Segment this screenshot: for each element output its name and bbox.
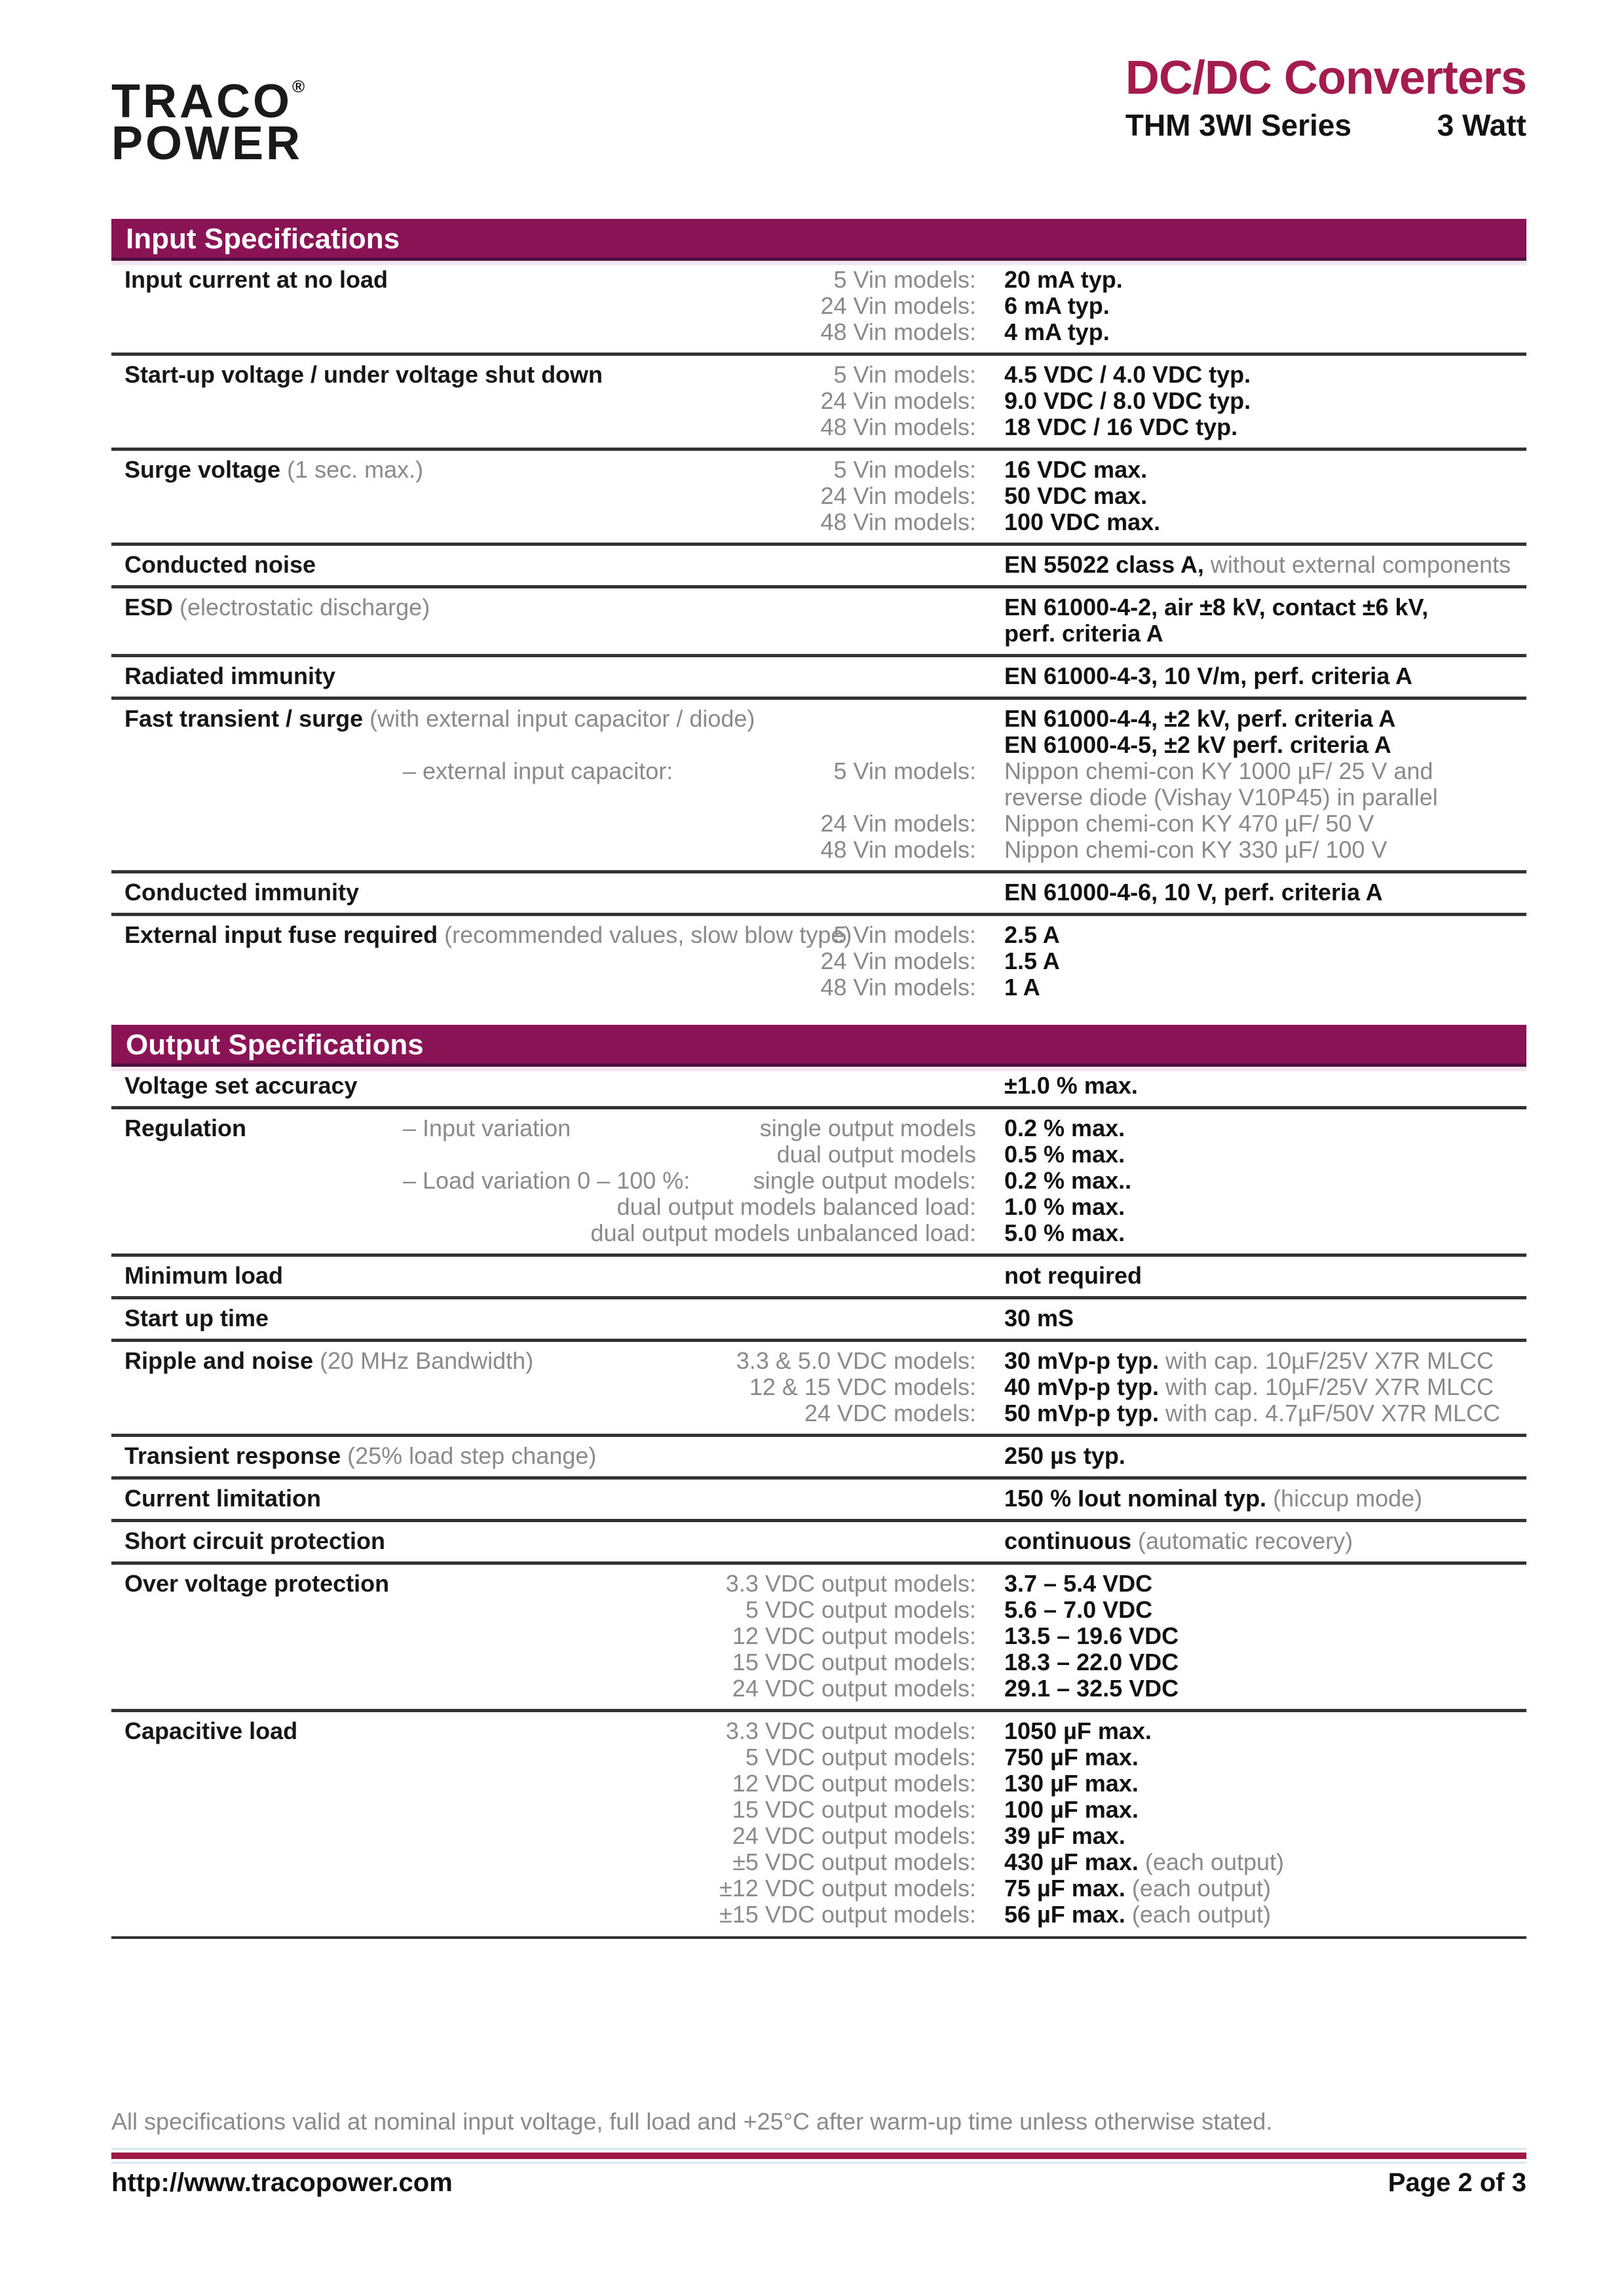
value-note: Nippon chemi-con KY 330 µF/ 100 V	[1004, 836, 1388, 863]
spec-row	[111, 1299, 1526, 1339]
model-label: 5 VDC output models:	[745, 1596, 976, 1623]
value-main: ±1.0 % max.	[1004, 1072, 1138, 1099]
spec-line	[111, 509, 1526, 535]
value-main: perf. criteria A	[1004, 620, 1163, 647]
spec-line	[111, 267, 1526, 293]
value-main: EN 61000-4-5, ±2 kV perf. criteria A	[1004, 731, 1391, 758]
model-label: 12 VDC output models:	[732, 1622, 976, 1649]
sub-label: – Load variation 0 – 100 %:	[403, 1167, 690, 1194]
spec-value	[1004, 1167, 1131, 1194]
spec-line	[111, 1073, 1526, 1099]
value-main: 40 mVp-p typ.	[1004, 1373, 1160, 1400]
spec-row	[111, 1109, 1526, 1253]
spec-line	[111, 1443, 1526, 1469]
model-label: dual output models	[776, 1141, 976, 1168]
spec-line	[111, 319, 1526, 345]
spec-line	[111, 1305, 1526, 1331]
spacer	[111, 1939, 1526, 2108]
spec-value	[1004, 1373, 1494, 1400]
spec-value	[1004, 1193, 1125, 1220]
model-label: 24 Vin models:	[820, 810, 976, 837]
value-main: 56 µF max.	[1004, 1901, 1125, 1928]
spec-line	[111, 1623, 1526, 1649]
model-label: 3.3 VDC output models:	[725, 1717, 976, 1744]
value-note: reverse diode (Vishay V10P45) in parallel	[1004, 784, 1438, 811]
product-title: DC/DC Converters	[1125, 52, 1526, 104]
spec-line	[111, 948, 1526, 974]
value-main: 1 A	[1004, 974, 1040, 1001]
model-label: dual output models balanced load:	[616, 1193, 976, 1220]
value-note: with cap. 4.7µF/50V X7R MLCC	[1159, 1400, 1500, 1426]
spec-line	[111, 457, 1526, 483]
series-name: THM 3WI Series	[1125, 108, 1351, 142]
model-label: 3.3 VDC output models:	[725, 1570, 976, 1597]
spec-line	[111, 784, 1526, 811]
model-label: ±5 VDC output models:	[732, 1848, 976, 1875]
section-banner: Output Specifications	[111, 1025, 1526, 1067]
row-label-note: (with external input capacitor / diode)	[363, 705, 755, 732]
spec-row	[111, 451, 1526, 543]
spec-value	[1004, 1744, 1139, 1770]
spec-line	[111, 1718, 1526, 1744]
model-label: 5 Vin models:	[833, 361, 976, 388]
spec-value	[1004, 1219, 1125, 1246]
spec-line	[111, 1770, 1526, 1797]
value-main: not required	[1004, 1262, 1142, 1289]
value-main: EN 61000-4-2, air ±8 kV, contact ±6 kV,	[1004, 594, 1429, 621]
model-label: 12 & 15 VDC models:	[749, 1373, 976, 1400]
value-main: 100 VDC max.	[1004, 508, 1161, 535]
value-note: (each output)	[1125, 1901, 1271, 1928]
model-label: 48 Vin models:	[820, 413, 976, 440]
value-main: continuous	[1004, 1527, 1131, 1554]
spec-value	[1004, 810, 1374, 837]
model-label: ±15 VDC output models:	[719, 1901, 976, 1928]
spec-line	[111, 1168, 1526, 1194]
value-main: 39 µF max.	[1004, 1822, 1125, 1849]
value-note: (hiccup mode)	[1266, 1485, 1423, 1512]
model-label: ±12 VDC output models:	[719, 1875, 976, 1902]
spec-row	[111, 1342, 1526, 1434]
value-main: 50 mVp-p typ.	[1004, 1400, 1160, 1426]
value-main: 9.0 VDC / 8.0 VDC typ.	[1004, 387, 1251, 414]
value-main: 150 % Iout nominal typ.	[1004, 1485, 1267, 1512]
spec-value	[1004, 1570, 1152, 1597]
model-label: 24 Vin models:	[820, 947, 976, 974]
model-label: 24 Vin models:	[820, 482, 976, 509]
value-main: 250 µs typ.	[1004, 1442, 1125, 1469]
spec-row	[111, 1257, 1526, 1296]
spec-line	[111, 1220, 1526, 1246]
spec-value	[1004, 921, 1060, 948]
spec-value	[1004, 318, 1110, 345]
value-note: (each output)	[1138, 1848, 1284, 1875]
spec-line	[111, 1374, 1526, 1400]
value-main: 5.6 – 7.0 VDC	[1004, 1596, 1153, 1623]
spec-line	[111, 293, 1526, 319]
value-main: 430 µF max.	[1004, 1848, 1139, 1875]
document-title-block	[1125, 38, 1526, 143]
spec-line	[111, 879, 1526, 906]
value-main: 1.5 A	[1004, 947, 1060, 974]
model-label: 48 Vin models:	[820, 318, 976, 345]
spec-value	[1004, 1400, 1500, 1426]
spec-line	[111, 414, 1526, 440]
value-main: 4.5 VDC / 4.0 VDC typ.	[1004, 361, 1251, 388]
value-main: 130 µF max.	[1004, 1770, 1139, 1797]
value-main: 75 µF max.	[1004, 1875, 1125, 1902]
spec-line	[111, 1528, 1526, 1554]
row-label-text: Conducted immunity	[124, 879, 359, 906]
spec-value	[1004, 594, 1428, 621]
logo-line-traco	[111, 66, 305, 128]
spec-line	[111, 1823, 1526, 1849]
page-header	[111, 38, 1526, 202]
spec-line	[111, 663, 1526, 689]
spec-value	[1004, 836, 1387, 863]
spec-line	[111, 1485, 1526, 1512]
spec-value	[1004, 1822, 1125, 1849]
spec-line	[111, 552, 1526, 578]
row-label-text: Input current at no load	[124, 266, 388, 293]
sub-label: – Input variation	[403, 1115, 571, 1141]
spec-line	[111, 483, 1526, 509]
row-label-text: Start up time	[124, 1305, 269, 1331]
model-label: 5 Vin models:	[833, 456, 976, 483]
spec-row	[111, 1565, 1526, 1709]
spec-value	[1004, 1796, 1139, 1823]
row-label-text: Short circuit protection	[124, 1527, 386, 1554]
spec-line	[111, 362, 1526, 388]
value-main: EN 61000-4-6, 10 V, perf. criteria A	[1004, 879, 1383, 906]
spec-line	[111, 837, 1526, 863]
spec-row	[111, 1437, 1526, 1476]
spec-row	[111, 657, 1526, 697]
value-main: 13.5 – 19.6 VDC	[1004, 1622, 1179, 1649]
logo-text-traco: TRACO	[111, 75, 292, 128]
spec-line	[111, 1115, 1526, 1141]
spec-value	[1004, 508, 1160, 535]
row-label-note: (20 MHz Bandwidth)	[313, 1347, 534, 1374]
value-main: 16 VDC max.	[1004, 456, 1148, 483]
spec-value	[1004, 974, 1040, 1001]
spec-value	[1004, 1622, 1179, 1649]
spec-row	[111, 1522, 1526, 1561]
spec-value	[1004, 361, 1251, 388]
spec-value	[1004, 947, 1060, 974]
value-note: (automatic recovery)	[1131, 1527, 1353, 1554]
spec-line	[111, 1902, 1526, 1928]
value-main: 4 mA typ.	[1004, 318, 1110, 345]
spec-line	[111, 758, 1526, 784]
spec-value	[1004, 482, 1147, 509]
spec-line	[111, 1849, 1526, 1875]
footer-rule	[111, 2152, 1526, 2159]
spec-line	[111, 1194, 1526, 1220]
value-main: 50 VDC max.	[1004, 482, 1148, 509]
wattage: 3 Watt	[1437, 108, 1526, 142]
spec-line	[111, 732, 1526, 758]
spec-line	[111, 922, 1526, 948]
value-main: 5.0 % max.	[1004, 1219, 1125, 1246]
row-label-text: Transient response	[124, 1442, 341, 1469]
value-main: EN 61000-4-4, ±2 kV, perf. criteria A	[1004, 705, 1396, 732]
spec-value	[1004, 387, 1251, 414]
model-label: dual output models unbalanced load:	[590, 1219, 976, 1246]
model-label: 24 Vin models:	[820, 292, 976, 319]
spec-row	[111, 588, 1526, 654]
row-label-text: Current limitation	[124, 1485, 322, 1512]
spec-value	[1004, 1442, 1125, 1469]
value-main: EN 55022 class A,	[1004, 551, 1204, 578]
spec-line	[111, 1597, 1526, 1623]
spec-line	[111, 1797, 1526, 1823]
model-label: 24 VDC output models:	[732, 1822, 976, 1849]
value-main: 29.1 – 32.5 VDC	[1004, 1675, 1179, 1702]
spec-row	[111, 916, 1526, 1008]
row-label-note: (1 sec. max.)	[280, 456, 424, 483]
spec-line	[111, 1675, 1526, 1702]
registered-trademark: ®	[292, 77, 305, 96]
value-note: with cap. 10µF/25V X7R MLCC	[1159, 1373, 1494, 1400]
model-label: 5 Vin models:	[833, 266, 976, 293]
value-main: 20 mA typ.	[1004, 266, 1123, 293]
value-main: 18 VDC / 16 VDC typ.	[1004, 413, 1238, 440]
spec-value	[1004, 1717, 1152, 1744]
row-label-text: Radiated immunity	[124, 662, 336, 689]
spec-value	[1004, 784, 1438, 811]
model-label: 15 VDC output models:	[732, 1796, 976, 1823]
model-label: single output models:	[753, 1167, 976, 1194]
row-label-text: ESD	[124, 594, 174, 621]
spec-value	[1004, 757, 1433, 784]
model-label: 24 VDC output models:	[732, 1675, 976, 1702]
value-main: 1.0 % max.	[1004, 1193, 1125, 1220]
spec-value	[1004, 1141, 1125, 1168]
spec-value	[1004, 1072, 1138, 1099]
value-main: 6 mA typ.	[1004, 292, 1110, 319]
value-note: without external components	[1203, 551, 1511, 578]
spec-line	[111, 1348, 1526, 1374]
spec-value	[1004, 1262, 1142, 1289]
model-label: 5 Vin models:	[833, 757, 976, 784]
value-main: 750 µF max.	[1004, 1744, 1139, 1770]
spec-line	[111, 1263, 1526, 1289]
spec-value	[1004, 1875, 1271, 1902]
spec-row	[111, 873, 1526, 913]
spec-line	[111, 594, 1526, 621]
model-label: 48 Vin models:	[820, 836, 976, 863]
row-label-text: Ripple and noise	[124, 1347, 314, 1374]
value-main: 30 mS	[1004, 1305, 1074, 1331]
website-link[interactable]: http://www.tracopower.com	[111, 2168, 453, 2197]
row-label-text: Capacitive load	[124, 1717, 298, 1744]
model-label: 48 Vin models:	[820, 508, 976, 535]
spec-line	[111, 1141, 1526, 1168]
spec-value	[1004, 551, 1511, 578]
spec-value	[1004, 1848, 1284, 1875]
value-main: 0.2 % max.	[1004, 1115, 1125, 1141]
spec-line	[111, 1744, 1526, 1770]
footer-bar	[111, 2168, 1526, 2296]
value-main: 1050 µF max.	[1004, 1717, 1152, 1744]
value-note: Nippon chemi-con KY 1000 µF/ 25 V and	[1004, 757, 1433, 784]
spec-line	[111, 621, 1526, 647]
spec-value	[1004, 1347, 1494, 1374]
series-row	[1125, 107, 1526, 143]
model-label: 12 VDC output models:	[732, 1770, 976, 1797]
footnote: All specifications valid at nominal input voltage, full load and +25°C after warm-up time unless otherwise stated.	[111, 2108, 1273, 2135]
spec-row	[111, 261, 1526, 353]
spec-value	[1004, 620, 1163, 647]
row-label-text: External input fuse required	[124, 921, 438, 948]
value-main: 3.7 – 5.4 VDC	[1004, 1570, 1153, 1597]
row-label-text: Over voltage protection	[124, 1570, 390, 1597]
value-note: (each output)	[1125, 1875, 1271, 1902]
spec-value	[1004, 1596, 1152, 1623]
value-main: 0.5 % max.	[1004, 1141, 1125, 1168]
spec-value	[1004, 456, 1147, 483]
row-label-text: Voltage set accuracy	[124, 1072, 358, 1099]
spec-line	[111, 1649, 1526, 1675]
spec-value	[1004, 413, 1237, 440]
spec-value	[1004, 705, 1395, 732]
model-label: 15 VDC output models:	[732, 1649, 976, 1675]
spec-value	[1004, 266, 1123, 293]
value-note: Nippon chemi-con KY 470 µF/ 50 V	[1004, 810, 1374, 837]
logo-text-power: POWER	[111, 117, 303, 170]
spec-value	[1004, 662, 1412, 689]
spec-table	[111, 1067, 1526, 1935]
spec-line	[111, 974, 1526, 1001]
value-main: 0.2 % max..	[1004, 1167, 1132, 1194]
model-label: single output models	[759, 1115, 976, 1141]
row-label-note: (electrostatic discharge)	[173, 594, 430, 621]
spec-row	[111, 700, 1526, 870]
row-label-note: (recommended values, slow blow type)	[438, 921, 852, 948]
spec-value	[1004, 1770, 1139, 1797]
row-label-text: Surge voltage	[124, 456, 281, 483]
spec-value	[1004, 292, 1110, 319]
row-label-text: Start-up voltage / under voltage shut down	[124, 361, 603, 388]
model-label: 3.3 & 5.0 VDC models:	[736, 1347, 976, 1374]
spec-value	[1004, 1527, 1353, 1554]
spec-line	[111, 706, 1526, 732]
value-note: with cap. 10µF/25V X7R MLCC	[1159, 1347, 1494, 1374]
value-main: EN 61000-4-3, 10 V/m, perf. criteria A	[1004, 662, 1412, 689]
spec-value	[1004, 1115, 1125, 1141]
spec-value	[1004, 1901, 1271, 1928]
value-main: 18.3 – 22.0 VDC	[1004, 1649, 1179, 1675]
spec-table	[111, 261, 1526, 1008]
model-label: 24 Vin models:	[820, 387, 976, 414]
spec-line	[111, 1571, 1526, 1597]
row-label-text: Fast transient / surge	[124, 705, 364, 732]
model-label: 48 Vin models:	[820, 974, 976, 1001]
spec-line	[111, 1875, 1526, 1902]
sub-label: – external input capacitor:	[403, 757, 673, 784]
row-label-text: Regulation	[124, 1115, 246, 1141]
value-main: 30 mVp-p typ.	[1004, 1347, 1160, 1374]
spec-value	[1004, 1485, 1422, 1512]
value-main: 100 µF max.	[1004, 1796, 1139, 1823]
model-label: 5 VDC output models:	[745, 1744, 976, 1770]
section-banner: Input Specifications	[111, 219, 1526, 261]
row-label-note: (25% load step change)	[341, 1442, 597, 1469]
spec-line	[111, 388, 1526, 414]
page-number: Page 2 of 3	[1388, 2168, 1526, 2197]
spec-value	[1004, 879, 1383, 906]
spec-sections	[111, 202, 1526, 1939]
model-label: 24 VDC models:	[804, 1400, 976, 1426]
spec-value	[1004, 731, 1391, 758]
spec-value	[1004, 1649, 1179, 1675]
spec-value	[1004, 1675, 1179, 1702]
traco-power-logo	[111, 38, 305, 170]
spec-row	[111, 356, 1526, 448]
row-label-text: Minimum load	[124, 1262, 283, 1289]
spec-row	[111, 1067, 1526, 1106]
spec-line	[111, 1400, 1526, 1426]
spec-row	[111, 546, 1526, 585]
model-label: 5 Vin models:	[833, 921, 976, 948]
spec-row	[111, 1712, 1526, 1935]
row-label-text: Conducted noise	[124, 551, 316, 578]
spec-line	[111, 811, 1526, 837]
spec-row	[111, 1480, 1526, 1519]
value-main: 2.5 A	[1004, 921, 1060, 948]
spec-value	[1004, 1305, 1074, 1331]
